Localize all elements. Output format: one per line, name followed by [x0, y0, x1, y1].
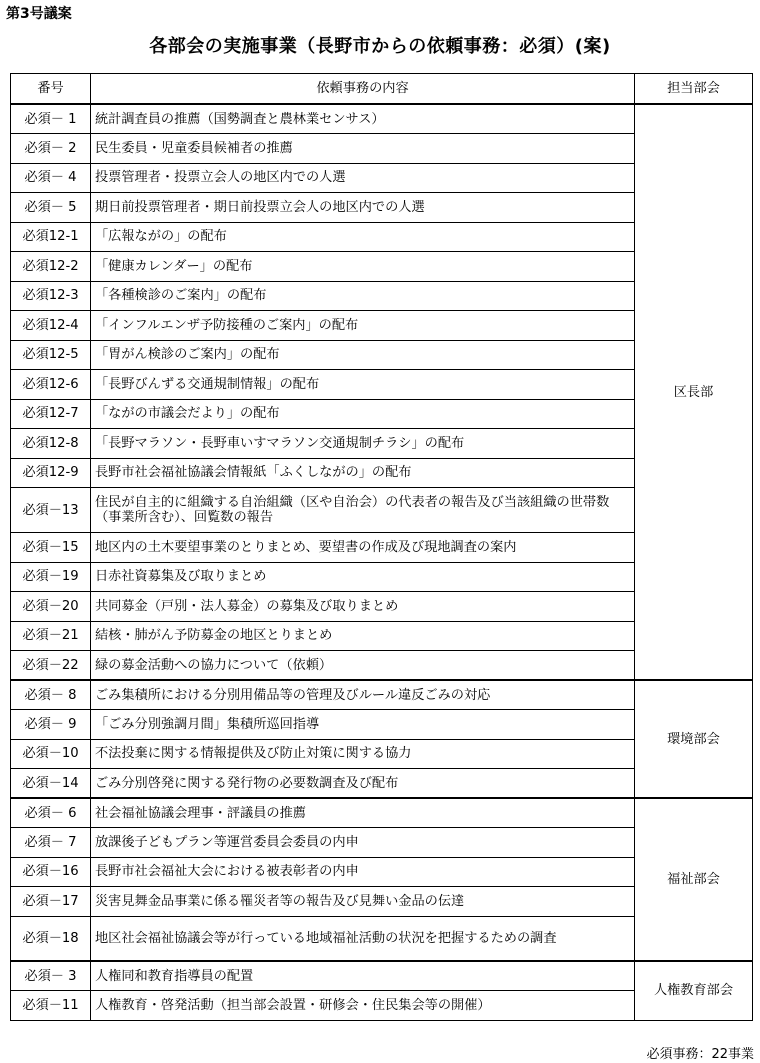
item-content: 統計調査員の推薦（国勢調査と農林業センサス） — [91, 104, 635, 134]
item-number: 必須－ 4 — [11, 163, 91, 193]
item-content: 不法投棄に関する情報提供及び防止対策に関する協力 — [91, 739, 635, 769]
item-number: 必須－ 1 — [11, 104, 91, 134]
item-number: 必須12-5 — [11, 340, 91, 370]
item-content: ごみ集積所における分別用備品等の管理及びルール違反ごみの対応 — [91, 680, 635, 710]
item-content: 日赤社資募集及び取りまとめ — [91, 562, 635, 592]
header-department: 担当部会 — [635, 74, 753, 105]
item-number: 必須12-9 — [11, 458, 91, 488]
item-content: 地区社会福祉協議会等が行っている地域福祉活動の状況を把握するための調査 — [91, 916, 635, 961]
item-number: 必須－ 5 — [11, 193, 91, 223]
item-number: 必須－17 — [11, 887, 91, 917]
department-cell: 人権教育部会 — [635, 961, 753, 1020]
department-cell: 区長部 — [635, 104, 753, 680]
item-number: 必須－ 7 — [11, 828, 91, 858]
table-row — [11, 961, 753, 991]
item-number: 必須－22 — [11, 651, 91, 681]
item-content: 緑の募金活動への協力について（依頼） — [91, 651, 635, 681]
item-number: 必須－21 — [11, 621, 91, 651]
item-content: 「広報ながの」の配布 — [91, 222, 635, 252]
footer-note: 必須事務：22事業 — [646, 1047, 754, 1062]
item-content: 放課後子どもプラン等運営委員会委員の内申 — [91, 828, 635, 858]
item-content: 民生委員・児童委員候補者の推薦 — [91, 134, 635, 164]
item-content: 住民が自主的に組織する自治組織（区や自治会）の代表者の報告及び当該組織の世帯数（事業所含む）、回覧数の報告 — [91, 488, 635, 533]
item-content: 「ごみ分別強調月間」集積所巡回指導 — [91, 710, 635, 740]
item-number: 必須－ 6 — [11, 798, 91, 828]
item-number: 必須12-3 — [11, 281, 91, 311]
duties-table — [10, 73, 753, 1021]
item-content: 「各種検診のご案内」の配布 — [91, 281, 635, 311]
table-body — [11, 104, 753, 1020]
item-content: 災害見舞金品事業に係る罹災者等の報告及び見舞い金品の伝達 — [91, 887, 635, 917]
item-content: 地区内の土木要望事業のとりまとめ、要望書の作成及び現地調査の案内 — [91, 533, 635, 563]
table-header-row — [11, 74, 753, 105]
item-number: 必須12-2 — [11, 252, 91, 282]
item-number: 必須－ 8 — [11, 680, 91, 710]
item-content: 「長野びんずる交通規制情報」の配布 — [91, 370, 635, 400]
item-number: 必須－11 — [11, 991, 91, 1021]
item-content: 長野市社会福祉協議会情報紙「ふくしながの」の配布 — [91, 458, 635, 488]
item-number: 必須－20 — [11, 592, 91, 622]
item-number: 必須－ 3 — [11, 961, 91, 991]
item-number: 必須－15 — [11, 533, 91, 563]
table-row — [11, 104, 753, 134]
item-number: 必須－13 — [11, 488, 91, 533]
item-number: 必須12-8 — [11, 429, 91, 459]
item-content: 共同募金（戸別・法人募金）の募集及び取りまとめ — [91, 592, 635, 622]
item-number: 必須－ 2 — [11, 134, 91, 164]
item-content: 社会福祉協議会理事・評議員の推薦 — [91, 798, 635, 828]
department-cell: 環境部会 — [635, 680, 753, 798]
item-number: 必須12-6 — [11, 370, 91, 400]
table-row — [11, 680, 753, 710]
item-content: 「長野マラソン・長野車いすマラソン交通規制チラシ」の配布 — [91, 429, 635, 459]
item-number: 必須－18 — [11, 916, 91, 961]
document-label: 第3号議案 — [6, 6, 72, 22]
item-content: 「インフルエンザ予防接種のご案内」の配布 — [91, 311, 635, 341]
item-content: 人権同和教育指導員の配置 — [91, 961, 635, 991]
item-number: 必須－ 9 — [11, 710, 91, 740]
item-number: 必須12-7 — [11, 399, 91, 429]
document-title: 各部会の実施事業（長野市からの依頼事務：必須）(案) — [149, 36, 611, 57]
table-row — [11, 798, 753, 828]
item-number: 必須12-4 — [11, 311, 91, 341]
item-content: 投票管理者・投票立会人の地区内での人選 — [91, 163, 635, 193]
department-cell: 福祉部会 — [635, 798, 753, 961]
header-content: 依頼事務の内容 — [91, 74, 635, 105]
item-content: 「健康カレンダー」の配布 — [91, 252, 635, 282]
item-number: 必須－19 — [11, 562, 91, 592]
item-number: 必須12-1 — [11, 222, 91, 252]
item-content: 期日前投票管理者・期日前投票立会人の地区内での人選 — [91, 193, 635, 223]
item-content: 長野市社会福祉大会における被表彰者の内申 — [91, 857, 635, 887]
item-number: 必須－16 — [11, 857, 91, 887]
item-content: 「胃がん検診のご案内」の配布 — [91, 340, 635, 370]
item-content: 結核・肺がん予防募金の地区とりまとめ — [91, 621, 635, 651]
header-number: 番号 — [11, 74, 91, 105]
item-number: 必須－14 — [11, 769, 91, 799]
item-content: ごみ分別啓発に関する発行物の必要数調査及び配布 — [91, 769, 635, 799]
item-content: 人権教育・啓発活動（担当部会設置・研修会・住民集会等の開催） — [91, 991, 635, 1021]
item-content: 「ながの市議会だより」の配布 — [91, 399, 635, 429]
item-number: 必須－10 — [11, 739, 91, 769]
